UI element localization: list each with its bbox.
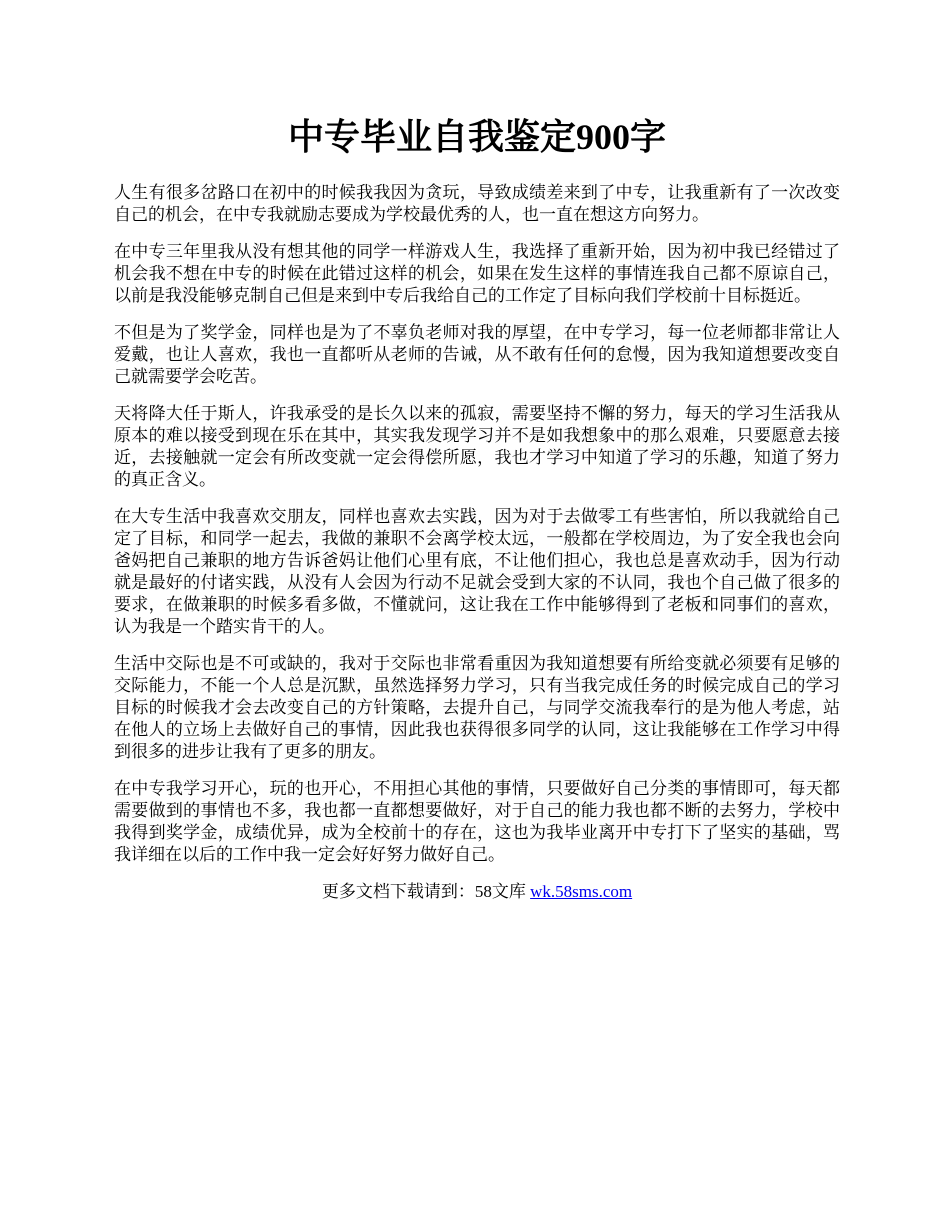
- document-title: 中专毕业自我鉴定900字: [287, 117, 666, 157]
- paragraph-3: 不但是为了奖学金，同样也是为了不辜负老师对我的厚望，在中专学习，每一位老师都非常让人爱戴，也让人喜欢，我也一直都听从老师的告诫，从不敢有任何的怠慢，因为我知道想要改变自己就需要学会吃苦。: [114, 323, 840, 386]
- download-footer: [114, 881, 840, 903]
- paragraph-5: 在大专生活中我喜欢交朋友，同样也喜欢去实践，因为对于去做零工有些害怕，所以我就给自己定了目标，和同学一起去，我做的兼职不会离学校太远，一般都在学校周边，为了安全我也会向爸妈把自己兼职的地方告诉爸妈让他们心里有底，不让他们担心，我也总是喜欢动手，因为行动就是最好的付诸实践，从没有人会因为行动不足就会受到大家的不认同，我也个自己做了很多的要求，在做兼职的时候多看多做，不懂就问，这让我在工作中能够得到了老板和同事们的喜欢，认为我是一个踏实肯干的人。: [114, 507, 840, 636]
- paragraph-4: 天将降大任于斯人，许我承受的是长久以来的孤寂，需要坚持不懈的努力，每天的学习生活我从原本的难以接受到现在乐在其中，其实我发现学习并不是如我想象中的那么艰难，只要愿意去接近，去接触就一定会有所改变就一定会得偿所愿，我也才学习中知道了学习的乐趣，知道了努力的真正含义。: [114, 404, 840, 489]
- document-page: [114, 108, 840, 903]
- paragraph-6: 生活中交际也是不可或缺的，我对于交际也非常看重因为我知道想要有所给变就必须要有足够的交际能力，不能一个人总是沉默，虽然选择努力学习，只有当我完成任务的时候完成自己的学习目标的时候我才会去改变自己的方针策略，去提升自己，与同学交流我奉行的是为他人考虑，站在他人的立场上去做好自己的事情，因此我也获得很多同学的认同，这让我能够在工作学习中得到很多的进步让我有了更多的朋友。: [114, 654, 840, 761]
- footer-text: 更多文档下载请到：58文库: [321, 882, 531, 901]
- paragraph-7: 在中专我学习开心，玩的也开心，不用担心其他的事情，只要做好自己分类的事情即可，每天都需要做到的事情也不多，我也都一直都想要做好，对于自己的能力我也都不断的去努力，学校中我得到奖学金，成绩优异，成为全校前十的存在，这也为我毕业离开中专打下了坚实的基础，骂我详细在以后的工作中我一定会好好努力做好自己。: [114, 779, 840, 864]
- paragraph-2: 在中专三年里我从没有想其他的同学一样游戏人生，我选择了重新开始，因为初中我已经错过了机会我不想在中专的时候在此错过这样的机会，如果在发生这样的事情连我自己都不原谅自己，以前是我没能够克制自己但是来到中专后我给自己的工作定了目标向我们学校前十目标挺近。: [114, 242, 840, 305]
- paragraph-1: 人生有很多岔路口在初中的时候我我因为贪玩，导致成绩差来到了中专，让我重新有了一次改变自己的机会，在中专我就励志要成为学校最优秀的人，也一直在想这方向努力。: [114, 183, 840, 224]
- footer-link[interactable]: wk.58sms.com: [530, 882, 633, 901]
